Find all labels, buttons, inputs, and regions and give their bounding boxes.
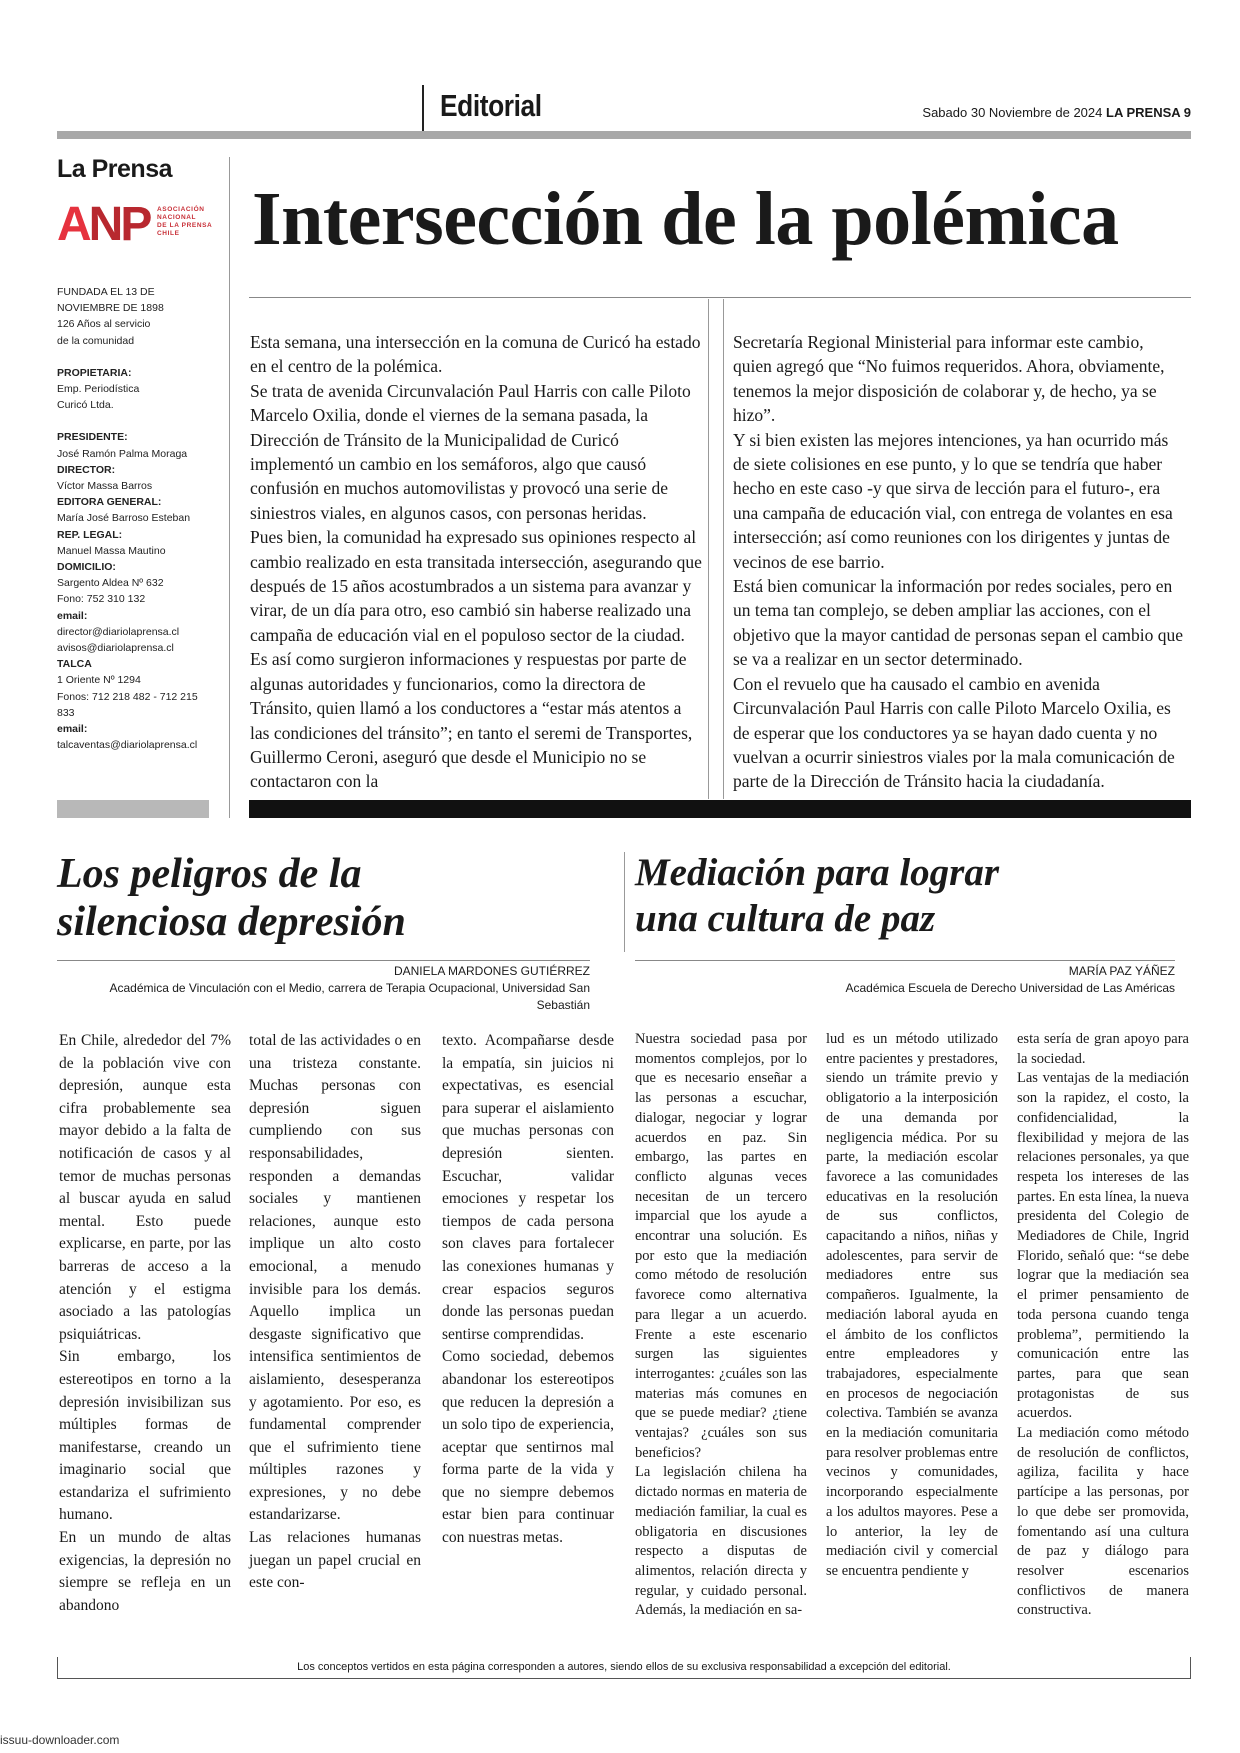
masthead-info — [57, 284, 217, 753]
paragraph: Las relaciones humanas juegan un papel crucial en este con- — [249, 1529, 421, 1592]
address-label: DOMICILIO: — [57, 561, 116, 574]
editorial-column-1 — [250, 330, 702, 794]
editorial-column-2 — [733, 330, 1185, 794]
paragraph: Las ventajas de la mediación son la rapidez, el costo, la confidencialidad, la flexibilidad y mejora de las relaciones personales, ya que respeta los intereses de las partes. En esta línea, la nueva presidenta del Colegio de Mediadores de Chile, Ingrid Florido, señaló que: “se debe lograr que la mediación sea el primer pensamiento de toda persona cuando tenga problema”, permitiendo la comunicación entre las partes, para que sean protagonistas de sus acuerdos. — [1017, 1070, 1189, 1422]
article-1-column-2 — [249, 1030, 421, 1595]
column-divider — [229, 157, 230, 818]
article-1-rule — [57, 960, 590, 961]
founded-line: de la comunidad — [57, 334, 135, 347]
paper-name: La Prensa — [57, 155, 173, 183]
paragraph: Sin embargo, los estereotipos en torno a la depresión invisibilizan sus múltiples formas de manifestarse, creando un imaginario social que estandariza el sufrimiento humano. — [59, 1348, 231, 1524]
address: Sargento Aldea Nº 632 — [57, 577, 164, 590]
paragraph: Nuestra sociedad pasa por momentos complejos, por lo que es necesario enseñar a las personas a escuchar, dialogar, negociar y lograr acuerdos en paz. Sin embargo, las partes en conflicto algunas veces necesitan de un tercero imparcial que los ayude a encontrar una solución. Es por esto que la mediación como método de resolución favorece como alternativa para llegar a un acuerdo. Frente a este escenario surgen las siguientes interrogantes: ¿cuáles son las materias más comunes en que se puede mediar? ¿tiene ventajas? ¿cuáles son sus beneficios? — [635, 1031, 807, 1461]
owner-label: PROPIETARIA: — [57, 366, 132, 379]
paragraph: La legislación chilena ha dictado normas en materia de mediación familiar, la cual es obligatoria en discusiones respecto a disputas de alimentos, relación directa y regular, y cuidado personal. Además, la mediación en sa- — [635, 1464, 807, 1619]
director-label: DIRECTOR: — [57, 463, 116, 476]
paragraph: texto. Acompañarse desde la empatía, sin juicios ni expectativas, es esencial para superar el aislamiento que muchas personas con depresión sienten. Escuchar, validar emociones y respetar los tiempos de cada persona son claves para fortalecer las conexiones humanas y crear espacios seguros donde las personas puedan sentirse comprendidas. — [442, 1032, 614, 1343]
section-title: Editorial — [440, 88, 542, 123]
legal-rep: Manuel Massa Mautino — [57, 544, 166, 557]
owner-line: Curicó Ltda. — [57, 399, 114, 412]
anp-logo-caption: ASOCIACIÓN NACIONAL DE LA PRENSA CHILE — [157, 206, 213, 237]
watermark: issuu-downloader.com — [0, 1733, 120, 1747]
article-1-column-1 — [59, 1030, 231, 1617]
email-label: email: — [57, 609, 88, 622]
article-2-byline — [635, 963, 1175, 997]
email-avisos[interactable]: avisos@diariolaprensa.cl — [57, 642, 174, 655]
paper-page: LA PRENSA 9 — [1106, 105, 1191, 120]
column-divider — [708, 299, 709, 799]
article-1-byline — [57, 963, 590, 1014]
article-1-column-3 — [442, 1030, 614, 1550]
article-1-affiliation: Académica de Vinculación con el Medio, carrera de Terapia Ocupacional, Universidad San Sebastián — [109, 981, 590, 1012]
paragraph: total de las actividades o en una tristeza constante. Muchas personas con depresión siguen cumpliendo con sus responsabilidades, responden a demandas sociales y mantienen relaciones, aunque esto implique un alto costo emocional, a menudo invisible para los demás. Aquello implica un desgaste significativo que intensifica sentimientos de aislamiento, desesperanza y agotamiento. Por eso, es fundamental comprender que el sufrimiento tiene múltiples razones y expresiones, y no debe estandarizarse. — [249, 1032, 421, 1524]
article-2-column-1 — [635, 1030, 807, 1621]
editorial-title: Intersección de la polémica — [252, 177, 1119, 261]
legal-rep-label: REP. LEGAL: — [57, 528, 123, 541]
header-divider — [422, 85, 424, 131]
paragraph: Con el revuelo que ha causado el cambio en avenida Circunvalación Paul Harris con calle Piloto Marcelo Oxilia, es de esperar que los conductores ya se hayan dado cuenta y no vuelvan a ocurrir siniestros viales por la mala comunicación de parte de la Dirección de Tránsito hacia la ciudadanía. — [733, 673, 1175, 792]
section-divider-bar — [249, 800, 1191, 818]
article-1-author: DANIELA MARDONES GUTIÉRREZ — [393, 964, 590, 978]
general-editor-label: EDITORA GENERAL: — [57, 496, 162, 509]
paragraph: Pues bien, la comunidad ha expresado sus opiniones respecto al cambio realizado en esta transitada intersección, asegurando que después de 15 años acostumbrados a un sistema para avanzar y virar, de un día para otro, eso cambió sin haberse realizado una campaña de educación vial en el populoso sector de la ciudad. — [250, 527, 702, 645]
anp-logo-letters: ANP — [57, 198, 150, 251]
paragraph: La mediación como método de resolución de conflictos, agiliza, facilita y hace partícipe a las personas, por lo que debe ser promovida, fomentando así una cultura de paz y diálogo para resolver escenarios conflictivos de manera constructiva. — [1017, 1425, 1189, 1619]
footer-disclaimer: Los conceptos vertidos en esta página corresponden a autores, siendo ellos de su exclusiva responsabilidad a excepción del editorial. — [57, 1657, 1191, 1679]
title-rule — [249, 297, 1191, 298]
director: Víctor Massa Barros — [57, 480, 153, 493]
issue-date: Sabado 30 Noviembre de 2024 — [922, 105, 1103, 120]
header-bar — [57, 131, 1191, 139]
founded-line: NOVIEMBRE DE 1898 — [57, 302, 164, 315]
founded-line: FUNDADA EL 13 DE — [57, 286, 155, 298]
masthead — [57, 155, 217, 753]
owner-line: Emp. Periodística — [57, 383, 140, 396]
article-divider — [624, 852, 625, 952]
article-2-affiliation: Académica Escuela de Derecho Universidad de Las Américas — [845, 981, 1175, 995]
paragraph: Secretaría Regional Ministerial para informar este cambio, quien agregó que “No fuimos requeridos. Ahora, obviamente, tenemos la mejor disposición de colaborar y, de hecho, ya se hizo”. — [733, 332, 1165, 426]
founded-line: 126 Años al servicio — [57, 318, 151, 331]
article-2-column-3 — [1017, 1030, 1189, 1621]
paragraph: Es así como surgieron informaciones y respuestas por parte de algunas autoridades y funcionarios, como la directora de Tránsito, quien llamó a los conductores a “estar más atentos a las condiciones del tránsito”; en tanto el seremi de Transportes, Guillermo Ceroni, aseguró que desde el Municipio no se contactaron con la — [250, 649, 693, 792]
talca-phones: Fonos: 712 218 482 - 712 215 833 — [57, 690, 198, 719]
president-label: PRESIDENTE: — [57, 431, 128, 444]
talca-address: 1 Oriente Nº 1294 — [57, 674, 141, 687]
general-editor: María José Barroso Esteban — [57, 512, 191, 525]
article-2-author: MARÍA PAZ YÁÑEZ — [1068, 964, 1175, 978]
article-1-title: Los peligros de la silenciosa depresión — [57, 851, 406, 945]
paragraph: Esta semana, una intersección en la comuna de Curicó ha estado en el centro de la polémica. — [250, 332, 701, 377]
anp-logo — [57, 196, 217, 256]
date-line — [922, 105, 1191, 120]
paragraph: lud es un método utilizado entre pacientes y prestadores, siendo un trámite previo y obligatorio a la interposición de una demanda por negligencia médica. Por su parte, la mediación escolar favorece a las comunidades educativas en la resolución de sus conflictos, capacitando a niños, niñas y adolescentes, para servir de mediadores entre sus compañeros. Igualmente, la mediación laboral ayuda en el ámbito de los conflictos entre empleadores y trabajadores, especialmente en procesos de negociación colectiva. También se avanza en la mediación comunitaria para resolver problemas entre vecinos y comunidades, incorporando especialmente a los adultos mayores. Pese a lo anterior, la ley de mediación civil y comercial se encuentra pendiente y — [826, 1031, 998, 1579]
paragraph: Y si bien existen las mejores intenciones, ya han ocurrido más de siete colisiones en ese punto, y lo que se tendría que haber hecho en este caso -y que sirva de lección para el futuro-, era una campaña de educación vial, con entrega de volantes en esa intersección; así como reuniones con los dirigentes y juntas de vecinos de ese barrio. — [733, 429, 1173, 572]
masthead-footer-bar — [57, 800, 209, 818]
article-2-column-2 — [826, 1030, 998, 1582]
president: José Ramón Palma Moraga — [57, 447, 188, 460]
article-2-title: Mediación para lograr una cultura de paz — [635, 851, 1000, 940]
talca-email[interactable]: talcaventas@diariolaprensa.cl — [57, 739, 198, 752]
phone: Fono: 752 310 132 — [57, 593, 146, 606]
article-2-rule — [635, 960, 1175, 961]
paragraph: En un mundo de altas exigencias, la depresión no siempre se refleja en un abandono — [59, 1529, 231, 1614]
column-divider — [723, 299, 724, 799]
talca-label: TALCA — [57, 658, 92, 671]
paragraph: Como sociedad, debemos abandonar los estereotipos que reducen la depresión a un solo tipo de experiencia, aceptar que sentirnos mal forma parte de la vida y que no siempre debemos estar bien para continuar con nuestras metas. — [442, 1348, 614, 1547]
paragraph: esta sería de gran apoyo para la sociedad. — [1017, 1031, 1189, 1067]
email-director[interactable]: director@diariolaprensa.cl — [57, 625, 180, 638]
paragraph: Se trata de avenida Circunvalación Paul Harris con calle Piloto Marcelo Oxilia, donde el viernes de la semana pasada, la Dirección de Tránsito de la Municipalidad de Curicó implementó un cambio en los semáforos, algo que causó confusión en muchos automovilistas y provocó una serie de siniestros viales, en algunos casos, con personas heridas. — [250, 380, 691, 523]
paragraph: Está bien comunicar la información por redes sociales, pero en un tema tan complejo, se deben ampliar las acciones, con el objetivo que la mayor cantidad de personas sepan el cambio que se va a realizar en un sector determinado. — [733, 576, 1183, 670]
paragraph: En Chile, alrededor del 7% de la población vive con depresión, aunque esta cifra probablemente sea mayor debido a la falta de notificación de casos y al temor de muchas personas al buscar ayuda en salud mental. Esto puede explicarse, en parte, por las barreras de acceso a la atención y el estigma asociado a las patologías psiquiátricas. — [59, 1032, 231, 1343]
talca-email-label: email: — [57, 723, 88, 736]
